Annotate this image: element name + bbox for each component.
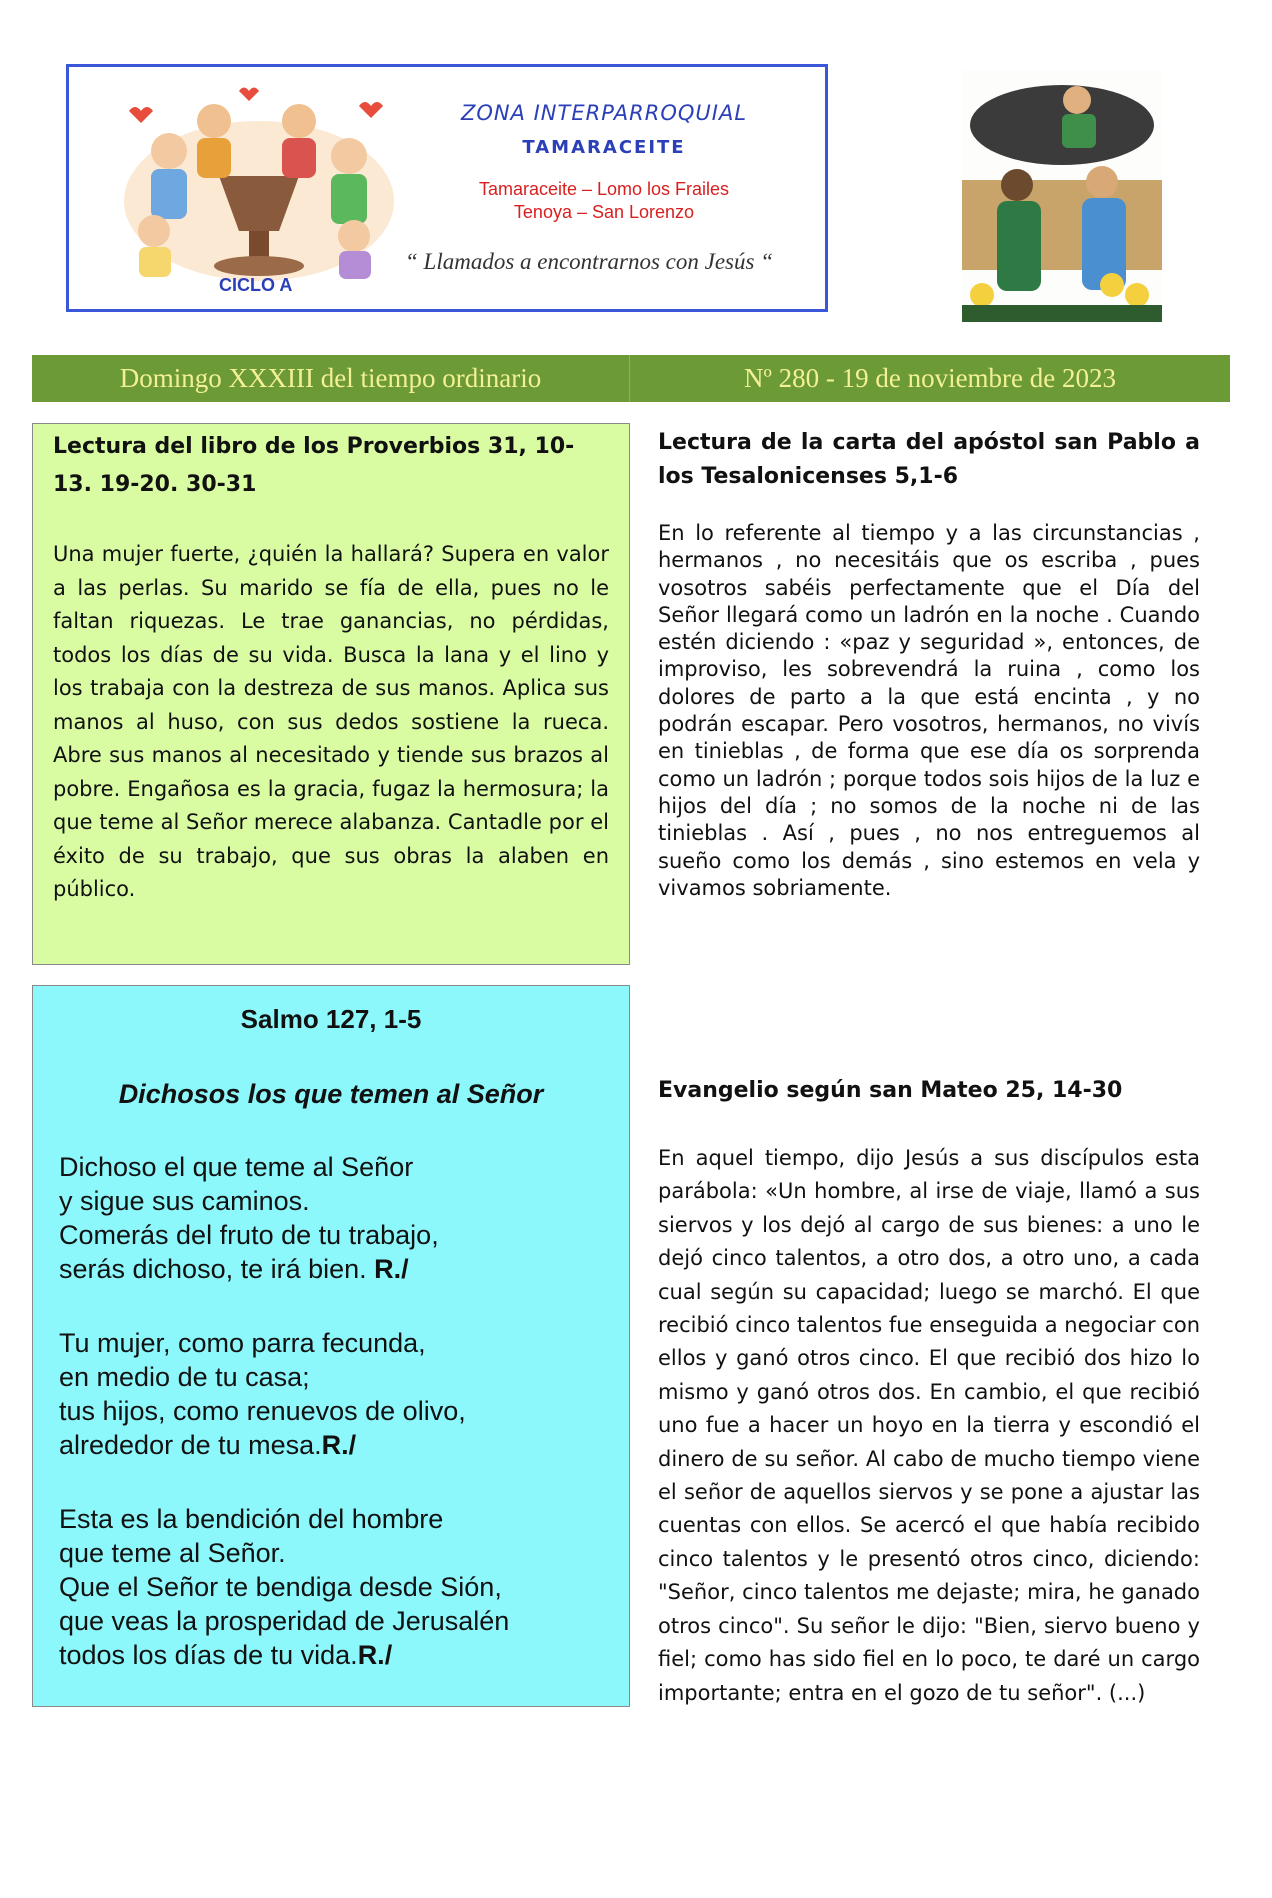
psalm-line: Dichoso el que teme al Señor xyxy=(59,1152,414,1182)
community-illustration xyxy=(109,81,399,286)
psalm-stanza xyxy=(47,1502,615,1672)
psalm-response: Dichosos los que temen al Señor xyxy=(118,1079,544,1109)
psalm-line: y sigue sus caminos. xyxy=(59,1186,310,1216)
psalm-line: que veas la prosperidad de Jerusalén xyxy=(59,1606,510,1636)
first-reading-box xyxy=(32,423,630,965)
date-bar xyxy=(32,355,1230,402)
psalm-refrain: R./ xyxy=(357,1640,393,1670)
psalm-line: tus hijos, como renuevos de olivo, xyxy=(59,1396,466,1426)
zone-title: ZONA INTERPARROQUIAL xyxy=(460,101,748,125)
parishes-line-1: Tamaraceite – Lomo los Frailes xyxy=(478,179,730,199)
first-reading-text: Una mujer fuerte, ¿quién la hallará? Supera en valor a las perlas. Su marido se fía de ella, pues no le faltan riquezas. Le trae ganancias, no pérdidas, todos los días de su vida. Busca la lana y el lino y los trabaja con la destreza de sus manos. Aplica sus manos al huso, con sus dedos sostiene la rueca. Abre sus manos al necesitado y tiende sus brazos al pobre. Engañosa es la gracia, fugaz la hermosura; la que teme al Señor merece alabanza. Cantadle por el éxito de su trabajo, que sus obras la alaben en público. xyxy=(53,542,609,901)
psalm-line: Esta es la bendición del hombre xyxy=(59,1504,444,1534)
parishes-line-2: Tenoya – San Lorenzo xyxy=(513,202,695,222)
psalm-line: Que el Señor te bendiga desde Sión, xyxy=(59,1572,502,1602)
second-reading xyxy=(658,426,1200,902)
first-reading-title: Lectura del libro de los Proverbios 31, 10-13. 19-20. 30-31 xyxy=(53,434,575,497)
liturgical-cycle: CICLO A xyxy=(219,275,293,295)
parable-illustration xyxy=(962,70,1162,322)
motto: “ Llamados a encontrarnos con Jesús “ xyxy=(404,249,773,274)
gospel-reading xyxy=(658,1074,1200,1710)
second-reading-title: Lectura de la carta del apóstol san Pablo a los Tesalonicenses 5,1-6 xyxy=(658,430,1200,489)
psalm-line: Tu mujer, como parra fecunda, xyxy=(59,1328,426,1358)
psalm-line-text: alrededor de tu mesa. xyxy=(59,1430,322,1460)
psalm-stanza xyxy=(47,1326,615,1462)
issue-number-date: Nº 280 - 19 de noviembre de 2023 xyxy=(743,363,1117,393)
parish-header-banner xyxy=(66,64,828,312)
psalm-stanza xyxy=(47,1150,615,1286)
psalm-line: en medio de tu casa; xyxy=(59,1362,310,1392)
psalm-line-text: todos los días de tu vida. xyxy=(59,1640,358,1670)
psalm-title: Salmo 127, 1-5 xyxy=(240,1004,422,1034)
psalm-refrain: R./ xyxy=(374,1254,409,1284)
psalm-line-text: serás dichoso, te irá bien. xyxy=(59,1254,375,1284)
zone-subtitle: TAMARACEITE xyxy=(522,137,686,158)
gospel-text: En aquel tiempo, dijo Jesús a sus discípulos esta parábola: «Un hombre, al irse de viaje, llamó a sus siervos y los dejó al cargo de sus bienes: a uno le dejó cinco talentos, a otro dos, a otro uno, a cada cual según su capacidad; luego se marchó. El que recibió cinco talentos fue enseguida a negociar con ellos y ganó otros cinco. El que recibió dos hizo lo mismo y ganó otros dos. En cambio, el que recibió uno fue a hacer un hoyo en la tierra y escondió el dinero de su señor. Al cabo de mucho tiempo viene el señor de aquellos siervos y se pone a ajustar las cuentas con ellos. Se acercó el que había recibido cinco talentos y le presentó otros cinco, diciendo: "Señor, cinco talentos me dejaste; mira, he ganado otros cinco". Su señor le dijo: "Bien, siervo bueno y fiel; como has sido fiel en lo poco, te daré un cargo importante; entra en el gozo de tu señor". (...) xyxy=(658,1146,1200,1705)
psalm-line xyxy=(59,1252,615,1286)
gospel-title: Evangelio según san Mateo 25, 14-30 xyxy=(658,1078,1123,1103)
second-reading-text: En lo referente al tiempo y a las circunstancias , hermanos , no necesitáis que os escriba , pues vosotros sabéis perfectamente que el Día del Señor llegará como un ladrón en la noche . Cuando estén diciendo : «paz y seguridad », entonces, de improviso, les sobrevendrá la ruina , como los dolores de parto a la que está encinta , y no podrán escapar. Pero vosotros, hermanos, no vivís en tinieblas , de forma que ese día os sorprenda como un ladrón ; porque todos sois hijos de la luz e hijos del día ; no somos de la noche ni de las tinieblas . Así , pues , no nos entreguemos al sueño como los demás , sino estemos en vela y vivamos sobriamente. xyxy=(658,521,1200,900)
psalm-line: Comerás del fruto de tu trabajo, xyxy=(59,1220,439,1250)
psalm-refrain: R./ xyxy=(321,1430,357,1460)
psalm-line xyxy=(59,1638,615,1672)
psalm-line: que teme al Señor. xyxy=(59,1538,286,1568)
psalm-box xyxy=(32,985,630,1707)
psalm-line xyxy=(59,1428,615,1462)
sunday-name: Domingo XXXIII del tiempo ordinario xyxy=(32,355,630,402)
